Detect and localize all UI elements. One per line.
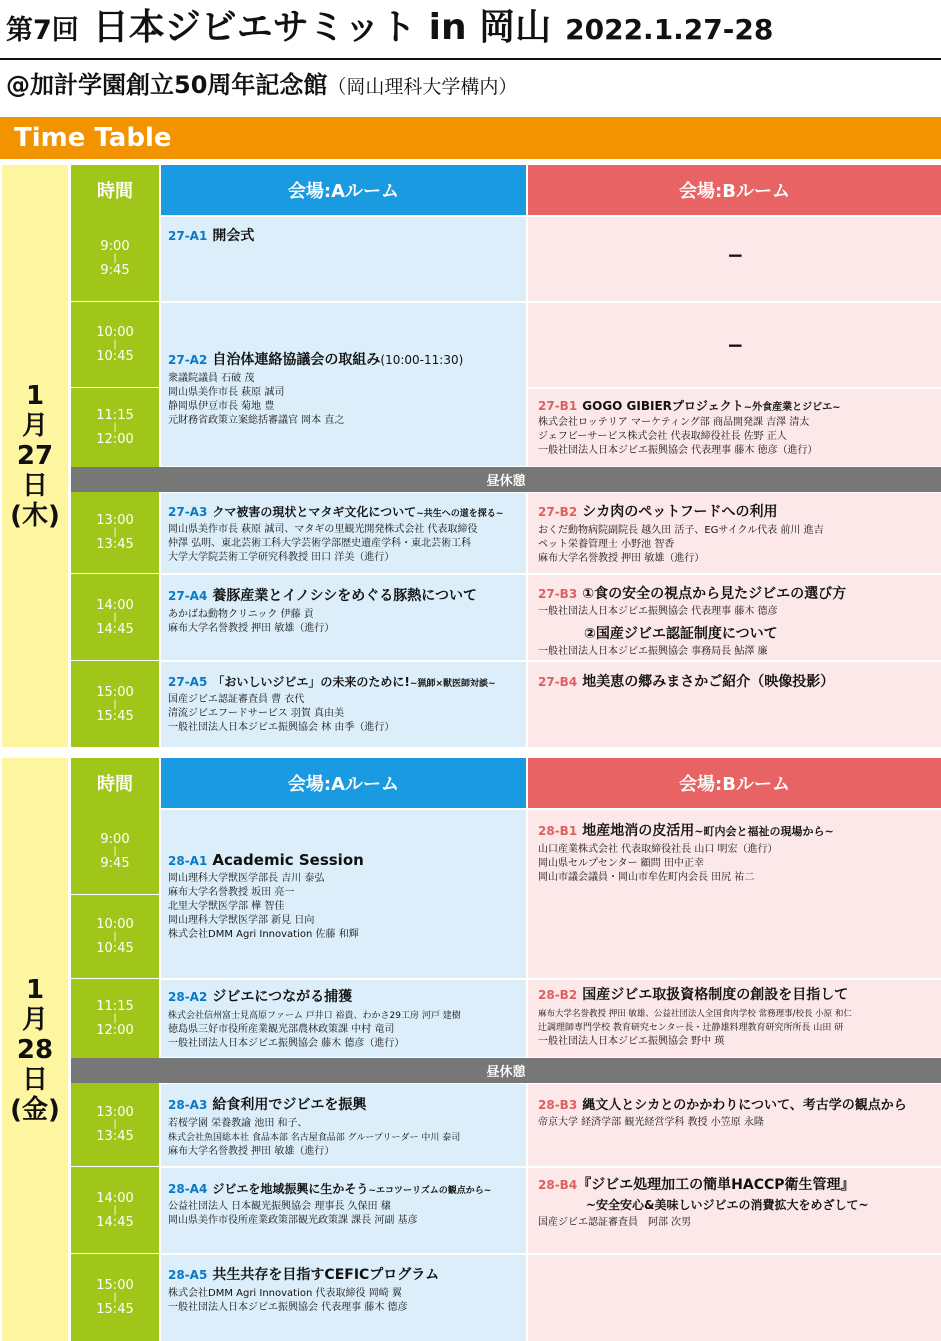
empty-slot-dash: −	[727, 333, 744, 357]
day2-schedule	[0, 758, 941, 1341]
day2-header-room-b: 会場:Bルーム	[528, 758, 941, 808]
day2-date-column	[2, 758, 68, 1341]
row-separator	[71, 1253, 159, 1254]
session-28-b4: 28-B4『ジビエ処理加工の簡単HACCP衛生管理』 ~安全安心&美味しいジビエの消費拡大をめざして~ 国産ジビエ認証審査員 阿部 次男	[538, 1177, 869, 1228]
venue-line	[6, 66, 517, 107]
title-underline	[0, 58, 941, 60]
time-slot: 11:15 | 12:00	[96, 407, 134, 447]
event-dates: 2022.1.27-28	[565, 13, 774, 46]
row-separator	[71, 301, 159, 302]
row-separator	[71, 1166, 159, 1167]
session-28-a2: 28-A2 ジビエにつながる捕獲 株式会社信州富士見高原ファーム 戸井口 裕貴、わかさ29工房 河戸 建樹 徳島県三好市役所産業観光部農林政策課 中村 竜司 一般社団法人日本ジビエ振興協会 藤木 德彦（進行）	[168, 989, 461, 1049]
day1-date-column	[2, 165, 68, 747]
session-28-b3: 28-B3 縄文人とシカとのかかわりについて、考古学の観点から 帝京大学 経済学部 観光経営学科 教授 小笠原 永隆	[538, 1098, 907, 1128]
session-28-a5: 28-A5 共生共存を目指すCEFICプログラム 株式会社DMM Agri Innovation 代表取締役 岡崎 翼 一般社団法人日本ジビエ振興協会 代表理事 藤木 德彦	[168, 1267, 440, 1313]
time-table-label: Time Table	[14, 123, 172, 153]
time-slot: 10:00 | 10:45	[96, 917, 134, 956]
time-slot: 10:00 | 10:45	[96, 325, 134, 364]
time-slot: 15:00 | 15:45	[96, 1278, 134, 1317]
page-header	[0, 0, 941, 115]
day2-header-room-a: 会場:Aルーム	[161, 758, 526, 808]
edition-label: 第7回	[6, 15, 79, 46]
session-28-a3: 28-A3 給食利用でジビエを振興 若桜学園 栄養教諭 池田 和子、 株式会社魚国総本社 食品本部 名古屋食品部 グループリーダー 中川 泰司 麻布大学名誉教授 押田 敏雄（進行）	[168, 1097, 461, 1157]
session-27-a3: 27-A3 クマ被害の現状とマタギ文化について~共生への道を探る~ 岡山県美作市長 萩原 誠司、マタギの里観光開発株式会社 代表取締役 仲澤 弘明、東北芸術工科大学芸術学部歴史遺産学科・東北芸術工科 大学大学院芸術工学研究科教授 田口 洋美（進行）	[168, 505, 504, 563]
session-27-b4: 27-B4 地美恵の郷みまさかご紹介（映像投影）	[538, 674, 835, 690]
session-28-a4: 28-A4 ジビエを地域振興に生かそう~エコツーリズムの観点から~ 公益社団法人 日本観光振興協会 理事長 久保田 穣 岡山県美作市役所産業政策部観光政策課 課長 河副 基彦	[168, 1182, 492, 1226]
time-table-banner	[0, 117, 941, 159]
day1-schedule	[0, 165, 941, 747]
day2-date-label: 1 月 28 日 (金)	[10, 974, 60, 1125]
session-27-b1: 27-B1 GOGO GIBIERプロジェクト~外食産業とジビエ~ 株式会社ロッテリア マーケティング部 商品開発課 吉澤 清太 ジェフビーサービス株式会社 代表取締役社長 佐野 正人 一般社団法人日本ジビエ振興協会 代表理事 藤木 徳彦（進行）	[538, 399, 841, 456]
day1-header-time: 時間	[71, 165, 159, 215]
session-27-a2: 27-A2 自治体連絡協議会の取組み(10:00-11:30) 衆議院議員 石破 茂 岡山県美作市長 萩原 誠司 静岡県伊豆市長 菊地 豊 元財務省政策立案総括審議官 岡本 直之	[168, 352, 464, 426]
session-27-b2: 27-B2 シカ肉のペットフードへの利用 おくだ動物病院副院長 越久田 活子、EGサイクル代表 前川 進吉 ペット栄養管理士 小野池 智香 麻布大学名誉教授 押田 敏雄（進行）	[538, 504, 824, 564]
session-27-a4: 27-A4 養豚産業とイノシシをめぐる豚熱について あかばね動物クリニック 伊藤 貢 麻布大学名誉教授 押田 敏雄（進行）	[168, 588, 477, 634]
time-slot: 11:15 | 12:00	[96, 998, 134, 1038]
time-slot: 15:00 | 15:45	[96, 684, 134, 724]
session-28-a1: 28-A1 Academic Session 岡山理科大学獣医学部長 吉川 泰弘 麻布大学名誉教授 坂田 亮一 北里大学獣医学部 樺 智佳 岡山理科大学獣医学部 新見 日向 株式会社DMM Agri Innovation 佐藤 和輝	[168, 851, 364, 940]
empty-slot-dash: −	[727, 243, 744, 267]
row-separator	[71, 894, 159, 895]
session-27-b3: 27-B3 ①食の安全の視点から見たジビエの選び方 一般社団法人日本ジビエ振興協会 代表理事 藤木 德彦 ②国産ジビエ認証制度について 一般社団法人日本ジビエ振興協会 事務局長 鮎澤 廉	[538, 586, 847, 657]
time-slot: 13:00 | 13:45	[96, 1105, 134, 1144]
day1-header-room-a: 会場:Aルーム	[161, 165, 526, 215]
day2-header-time: 時間	[71, 758, 159, 808]
time-slot: 13:00 | 13:45	[96, 513, 134, 552]
row-separator	[71, 660, 159, 661]
lunch-break: 昼休憩	[71, 467, 941, 492]
venue-sub: （岡山理科大学構内）	[327, 76, 518, 98]
day1-header-room-b: 会場:Bルーム	[528, 165, 941, 215]
session-27-a5: 27-A5 「おいしいジビエ」の未来のために!~猟師×獣医師対談~ 国産ジビエ認証審査員 曹 衣代 清流ジビエフードサービス 羽賀 真由美 一般社団法人日本ジビエ振興協会 林 由季（進行）	[168, 675, 496, 733]
day2-b-cell	[528, 1255, 941, 1341]
venue-name: @加計学園創立50周年記念館	[6, 71, 328, 99]
row-separator	[71, 573, 159, 574]
session-27-a1: 27-A1 開会式	[168, 228, 255, 244]
event-title: 日本ジビエサミット in 岡山	[92, 7, 552, 48]
time-slot: 14:00 | 14:45	[96, 597, 134, 637]
session-28-b2: 28-B2 国産ジビエ取扱資格制度の創設を目指して 麻布大学名誉教授 押田 敏雄、公益社団法人全国食肉学校 常務理事/校長 小原 和仁 辻調理師専門学校 教育研究センター長・辻静雄料理教育研究所所長 山田 研 一般社団法人日本ジビエ振興協会 野中 瑛	[538, 987, 852, 1047]
session-28-b1: 28-B1 地産地消の皮活用~町内会と福祉の現場から~ 山口産業株式会社 代表取締役社長 山口 明宏（進行） 岡山県セルプセンター 顧問 田中正幸 岡山市議会議員・岡山市牟佐町内会長 田尻 祐二	[538, 823, 834, 883]
time-slot: 14:00 | 14:45	[96, 1190, 134, 1230]
time-slot: 9:00 | 9:45	[100, 239, 130, 278]
time-slot: 9:00 | 9:45	[100, 832, 130, 871]
row-separator	[71, 978, 159, 979]
event-title-line	[6, 6, 773, 56]
row-separator	[71, 387, 159, 388]
day1-date-label: 1 月 27 日 (木)	[10, 381, 60, 531]
lunch-break: 昼休憩	[71, 1058, 941, 1083]
